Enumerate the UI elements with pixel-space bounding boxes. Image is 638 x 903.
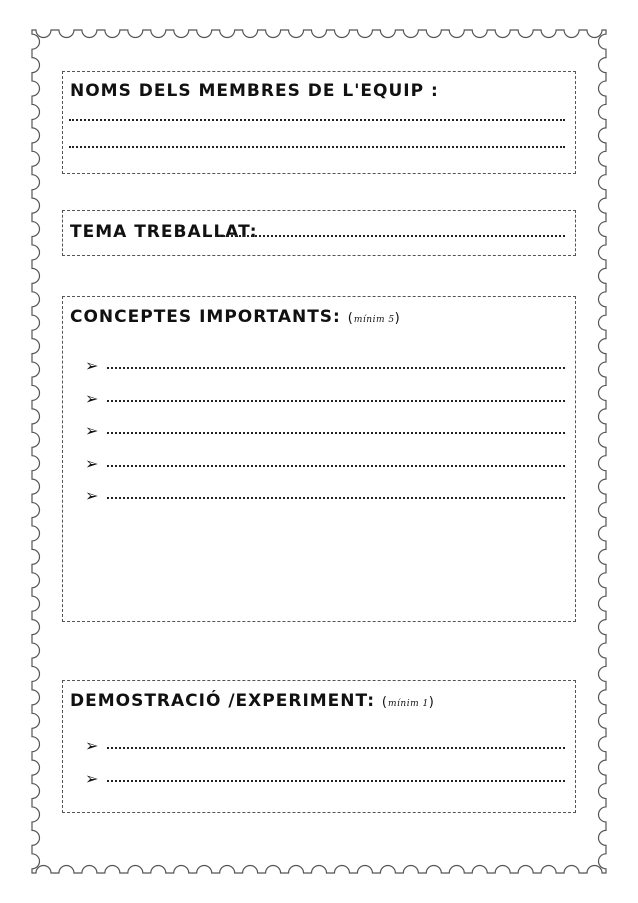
- demo-note-open: (: [381, 695, 388, 710]
- team-members-box: [62, 71, 576, 174]
- demo-heading: [70, 691, 435, 711]
- arrow-bullet-icon: ➢: [85, 453, 99, 473]
- demo-line-2: [107, 780, 565, 782]
- demo-line-1: [107, 747, 565, 749]
- concepts-heading: [70, 307, 401, 327]
- concepts-heading-text: CONCEPTES IMPORTANTS:: [70, 307, 341, 327]
- topic-line: [215, 235, 565, 237]
- concepts-box: [62, 296, 576, 622]
- demo-box: [62, 680, 576, 813]
- concept-line-2: [107, 400, 565, 402]
- concept-line-1: [107, 367, 565, 369]
- concepts-note: mínim 5: [353, 315, 395, 325]
- demo-heading-text: DEMOSTRACIÓ /EXPERIMENT:: [70, 691, 375, 711]
- topic-heading: TEMA TREBALLAT:: [70, 222, 258, 242]
- concept-line-5: [107, 497, 565, 499]
- topic-box: [62, 210, 576, 256]
- arrow-bullet-icon: ➢: [85, 388, 99, 408]
- team-members-heading: NOMS DELS MEMBRES DE L'EQUIP :: [70, 81, 439, 101]
- arrow-bullet-icon: ➢: [85, 486, 99, 505]
- team-members-line-2: [69, 146, 565, 148]
- demo-note-close: ): [428, 695, 435, 710]
- concept-line-3: [107, 432, 565, 434]
- demo-note: mínim 1: [388, 699, 429, 709]
- concepts-note-close: ): [394, 311, 401, 326]
- arrow-bullet-icon: ➢: [85, 769, 99, 788]
- concepts-note-open: (: [347, 311, 354, 326]
- arrow-bullet-icon: ➢: [85, 736, 99, 755]
- arrow-bullet-icon: ➢: [85, 356, 99, 375]
- team-members-line-1: [69, 119, 565, 121]
- concept-line-4: [107, 465, 565, 467]
- arrow-bullet-icon: ➢: [85, 421, 99, 440]
